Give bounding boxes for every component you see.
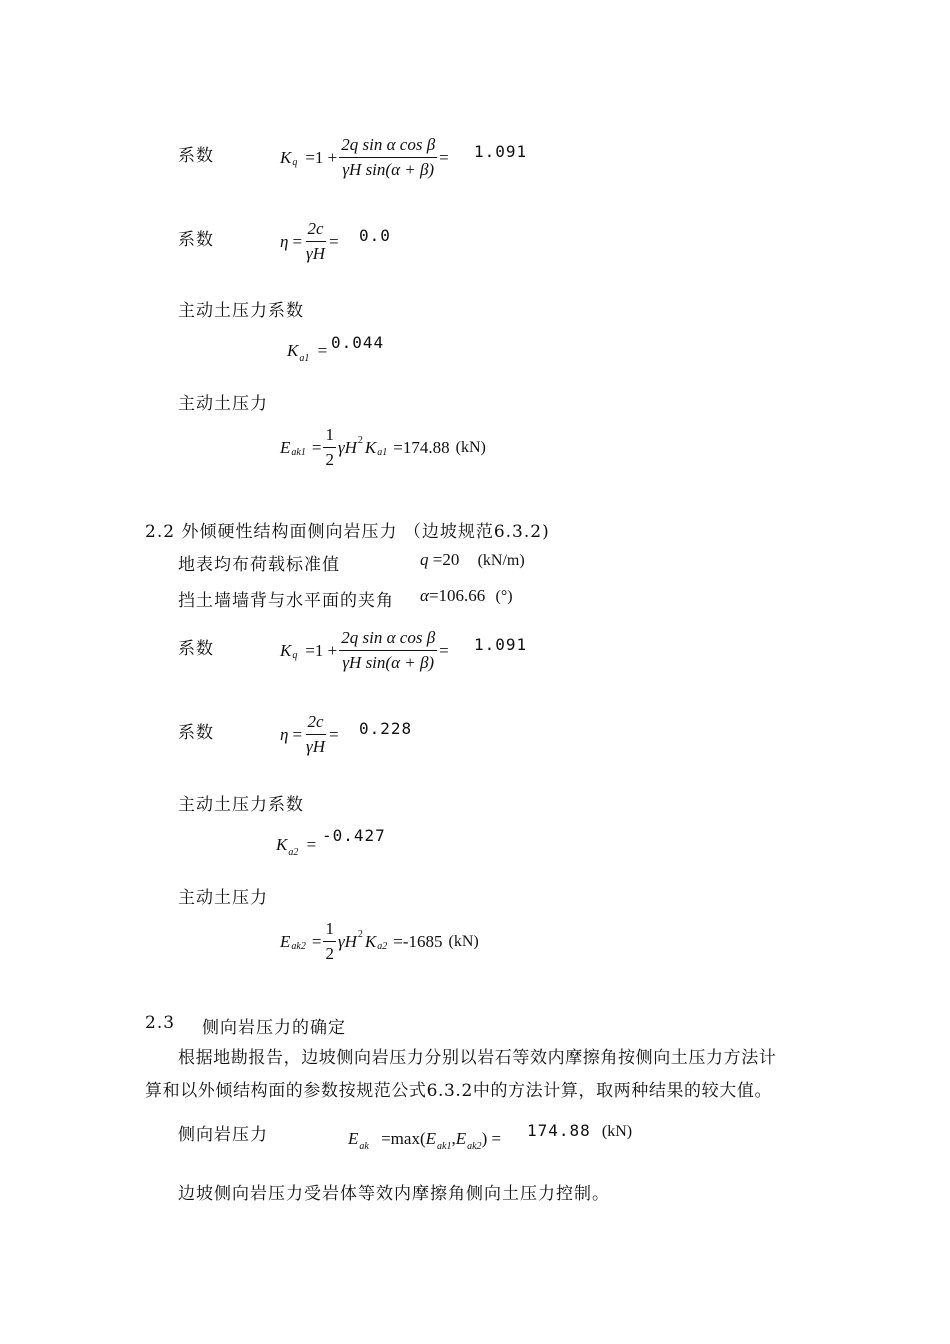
eak-value: 174.88 bbox=[527, 1121, 591, 1140]
eta-value-2: 0.228 bbox=[359, 719, 413, 738]
alpha-var: α bbox=[420, 586, 429, 605]
section-2-3-number: 2.3 bbox=[145, 1013, 176, 1033]
ea-k: K bbox=[364, 931, 377, 951]
kq-eq1: =1 + bbox=[305, 147, 338, 167]
eak-e1: E bbox=[425, 1129, 437, 1148]
eak-label: 侧向岩压力 bbox=[178, 1125, 268, 1145]
kq-sub: q bbox=[292, 157, 298, 168]
eta-label-2: 系数 bbox=[178, 723, 214, 743]
q-value: =20 bbox=[432, 550, 460, 569]
eak-comma: , bbox=[451, 1129, 456, 1148]
alpha-unit: (°) bbox=[495, 588, 513, 605]
ea-eq2: =174.88 bbox=[393, 437, 450, 457]
eta-var: η bbox=[280, 724, 289, 744]
ka-eq: = bbox=[306, 835, 317, 854]
ea-denominator: 2 bbox=[325, 450, 334, 469]
eta-eq2: = bbox=[329, 724, 339, 744]
ea-unit: (kN) bbox=[448, 932, 479, 950]
alpha-formula bbox=[420, 586, 513, 606]
kq-eq2: = bbox=[439, 147, 449, 167]
ea-sub: ak1 bbox=[291, 447, 306, 458]
paragraph-line-2: 算和以外倾结构面的参数按规范公式6.3.2中的方法计算，取两种结果的较大值。 bbox=[145, 1081, 773, 1101]
ea-numerator: 1 bbox=[323, 919, 336, 942]
eta-denominator: γH bbox=[306, 737, 326, 756]
ka-label-1: 主动土压力系数 bbox=[178, 301, 304, 321]
ea-sub: ak2 bbox=[291, 941, 306, 952]
ea-fraction bbox=[323, 425, 336, 470]
eak-max: =max( bbox=[381, 1129, 426, 1148]
ea-sup: 2 bbox=[357, 929, 363, 940]
q-unit: (kN/m) bbox=[477, 552, 525, 569]
ea-label-2: 主动土压力 bbox=[178, 888, 268, 908]
eta-var: η bbox=[280, 231, 289, 251]
kq-numerator: 2q sin α cos β bbox=[339, 135, 437, 158]
alpha-label: 挡土墙墙背与水平面的夹角 bbox=[178, 591, 394, 611]
eak-sub: ak bbox=[359, 1141, 369, 1152]
eta-label-1: 系数 bbox=[178, 230, 214, 250]
kq-eq2: = bbox=[439, 640, 449, 660]
ka-formula-1 bbox=[287, 341, 328, 364]
ka-value-1: 0.044 bbox=[331, 333, 385, 352]
kq-var: K bbox=[280, 147, 292, 167]
ka-value-2: -0.427 bbox=[322, 826, 386, 845]
ea-gamma-h: γH bbox=[337, 437, 357, 457]
section-2-2-heading: 2.2 外倾硬性结构面侧向岩压力 （边坡规范6.3.2) bbox=[145, 522, 550, 542]
eta-formula-2 bbox=[280, 712, 339, 757]
eak-e2sub: ak2 bbox=[467, 1141, 482, 1152]
ka-var: K bbox=[276, 835, 288, 854]
ea-formula-2 bbox=[280, 919, 479, 964]
eta-numerator: 2c bbox=[306, 219, 326, 242]
q-formula bbox=[420, 550, 525, 570]
eta-fraction bbox=[304, 712, 327, 757]
kq-eq1: =1 + bbox=[305, 640, 338, 660]
q-var: q bbox=[420, 550, 429, 569]
ea-var: E bbox=[280, 931, 291, 951]
ea-numerator: 1 bbox=[323, 425, 336, 448]
eta-eq1: = bbox=[292, 724, 303, 744]
kq-denominator: γH sin(α + β) bbox=[342, 160, 435, 179]
eak-result bbox=[527, 1121, 632, 1141]
kq-label-1: 系数 bbox=[178, 146, 214, 166]
eak-close: ) = bbox=[481, 1129, 502, 1148]
kq-var: K bbox=[280, 640, 292, 660]
eta-fraction bbox=[304, 219, 327, 264]
eta-value-1: 0.0 bbox=[359, 226, 391, 245]
eak-var: E bbox=[348, 1129, 359, 1148]
kq-value-2: 1.091 bbox=[474, 635, 528, 654]
ea-sup: 2 bbox=[357, 435, 363, 446]
q-label: 地表均布荷载标准值 bbox=[178, 555, 340, 575]
alpha-value: =106.66 bbox=[428, 586, 486, 605]
eak-e1sub: ak1 bbox=[437, 1141, 452, 1152]
ea-eq1: = bbox=[311, 931, 322, 951]
kq-fraction bbox=[339, 628, 437, 673]
kq-label-2: 系数 bbox=[178, 639, 214, 659]
ka-eq: = bbox=[317, 341, 328, 360]
ka-label-2: 主动土压力系数 bbox=[178, 795, 304, 815]
kq-fraction bbox=[339, 135, 437, 180]
kq-sub: q bbox=[292, 650, 298, 661]
ea-fraction bbox=[323, 919, 336, 964]
ea-formula-1 bbox=[280, 425, 486, 470]
paragraph-line-1: 根据地勘报告，边坡侧向岩压力分别以岩石等效内摩擦角按侧向土压力方法计 bbox=[178, 1048, 777, 1068]
ea-var: E bbox=[280, 437, 291, 457]
kq-formula-2 bbox=[280, 628, 449, 673]
ka-sub: a2 bbox=[288, 847, 299, 858]
kq-numerator: 2q sin α cos β bbox=[339, 628, 437, 651]
section-2-3-title: 侧向岩压力的确定 bbox=[202, 1018, 346, 1038]
ka-var: K bbox=[287, 341, 299, 360]
ka-sub: a1 bbox=[299, 353, 310, 364]
ea-eq2: =-1685 bbox=[393, 931, 443, 951]
ea-gamma-h: γH bbox=[337, 931, 357, 951]
conclusion-text: 边坡侧向岩压力受岩体等效内摩擦角侧向土压力控制。 bbox=[178, 1184, 610, 1204]
eak-e2: E bbox=[455, 1129, 467, 1148]
ea-denominator: 2 bbox=[325, 944, 334, 963]
kq-denominator: γH sin(α + β) bbox=[342, 653, 435, 672]
ea-eq1: = bbox=[311, 437, 322, 457]
kq-value-1: 1.091 bbox=[474, 142, 528, 161]
ea-label-1: 主动土压力 bbox=[178, 394, 268, 414]
ea-ksub: a2 bbox=[377, 941, 388, 952]
eak-formula bbox=[348, 1129, 502, 1152]
ka-formula-2 bbox=[276, 835, 317, 858]
ea-unit: (kN) bbox=[455, 438, 486, 456]
eta-eq1: = bbox=[292, 231, 303, 251]
ea-k: K bbox=[364, 437, 377, 457]
eak-unit: (kN) bbox=[601, 1123, 633, 1140]
ea-ksub: a1 bbox=[377, 447, 388, 458]
kq-formula-1 bbox=[280, 135, 449, 180]
eta-denominator: γH bbox=[306, 244, 326, 263]
eta-eq2: = bbox=[329, 231, 339, 251]
eta-numerator: 2c bbox=[306, 712, 326, 735]
eta-formula-1 bbox=[280, 219, 339, 264]
